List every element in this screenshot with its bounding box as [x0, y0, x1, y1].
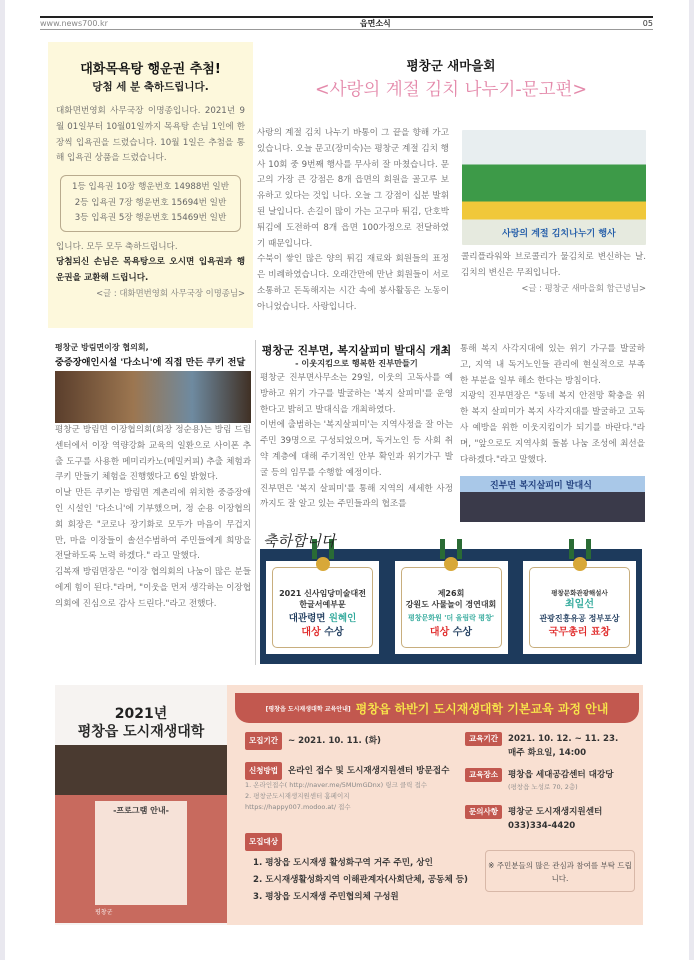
ribbon-icon: [569, 539, 591, 559]
award-card: [395, 561, 508, 654]
article-subtitle: - 이웃지킴으로 행복한 진부만들기: [295, 358, 418, 368]
award-name: 평창문화원 '더 울림락 평창': [408, 614, 494, 622]
ad-kicker: [평창읍 도시재생대학 교육안내]: [265, 705, 351, 713]
site-url: www.news700.kr: [40, 19, 108, 28]
medal-icon: [444, 557, 458, 571]
award-name: 최일선: [565, 599, 594, 610]
article-body: 진부면은 '복지 살피미'를 통해 지역의 세세한 사정까지도 잘 알고 있는 주민들과의 협조를: [260, 483, 453, 510]
label-tag: 모집대상: [245, 833, 282, 851]
label-tag: 교육장소: [465, 768, 502, 782]
ad-title: 평창읍 하반기 도시재생대학 기본교육 과정 안내: [355, 701, 609, 716]
award-card: [523, 561, 636, 654]
article-body: 평창군 방림면 이장협의회(회장 정순용)는 방림 드림센터에서 이장 역량강화 교육의 일환으로 사이폰 추출 도구를 사용한 메미리카노(메밀커피) 추출 체험과 쿠키 만들기 체험을 진행했다고 6일 밝혔다.: [55, 425, 251, 483]
recruit-period: ~ 2021. 10. 11. (화): [287, 736, 381, 746]
poster-logo: 평창군: [95, 909, 113, 916]
photo-banner: 사랑의 계절 김치나누기 행사: [502, 229, 616, 239]
award-line: 2021 신사임당미술대전: [279, 589, 366, 598]
cookie-article: [55, 342, 251, 613]
label-tag: 문의사항: [465, 805, 502, 819]
target-item: 3. 평창읍 도시재생 주민협의체 구성원: [253, 892, 399, 902]
newspaper-page: [5, 0, 689, 960]
ribbon-icon: [440, 539, 462, 559]
article-body: 입니다. 모두 모두 축하드립니다.: [56, 241, 178, 252]
award-prize: 대상: [301, 627, 321, 638]
award-card: [266, 561, 379, 654]
article-body: 김복재 방림면장은 "이장 협의회의 나눔이 많은 분들에게 힘이 된다."라며, "이웃을 먼저 생각하는 이장협의회에 진심으로 감사 드린다."라고 전했다.: [55, 567, 251, 609]
award-prize: 국무총리 표창: [548, 627, 611, 638]
contact-org: 평창군 도시재생지원센터: [507, 807, 603, 817]
winners-box: [60, 175, 241, 232]
article-body: 사랑의 계절 김치 나누기 바통이 그 끝을 향해 가고 있습니다. 오늘 문고(장미숙)는 평창군 계절 김치 행사 10회 중 9번째 행사를 무사히 잘 마쳤습니다. 문고의 가장 큰 강점은 8개 읍면의 회원을 골고루 보유하고 있다는 것입 니다. 오늘 그 강점이 십분 발휘된 날입니다. 손길이 많이 가는 고구마 튀김, 단호박 튀김에 도전하여 8개 읍면 100가정으로 전달하였기 때문입니다.: [257, 128, 449, 249]
article-kicker: 평창군 방림면이장 협의회,: [55, 343, 149, 352]
poster-details: [55, 745, 227, 795]
label-tag: 모집기간: [245, 732, 282, 750]
article-bold: 당첨되신 손님은 목욕탕으로 오시면 입욕권과 행운권을 교환해 드립니다.: [56, 257, 245, 284]
photo-caption: 콜리플라워와 브로콜리가 물김치로 변신하는 날. 김치의 변신은 무죄입니다.: [461, 252, 646, 278]
welfare-article-cont: [460, 342, 645, 522]
article-title: 평창군 진부면, 복지살피미 발대식 개최: [261, 344, 452, 357]
article-subtitle: 당첨 세 분 축하드립니다.: [92, 81, 209, 93]
edu-address: (평창읍 노성로 70, 2층): [507, 783, 578, 791]
article-body: 수북이 쌓인 많은 양의 튀김 재료와 회원들의 표정은 비례하였습니다. 오래간만에 만난 회원들이 서로 소통하고 돈독해지는 시간 속에 봉사활동은 노동이 아니었습니다. 사랑입니다.: [257, 254, 449, 312]
photo-banner: 진부면 복지살피미 발대식: [490, 481, 592, 492]
article-source: <글 : 평창군 새마을회 함근녕님>: [521, 282, 646, 293]
welfare-photo: [460, 476, 645, 522]
article-title: <사랑의 계절 김치 나누기-문고편>: [314, 80, 588, 100]
apply-homepage: 2. 평창군도시재생지원센터 홈페이지: [245, 792, 350, 800]
medal-icon: [573, 557, 587, 571]
target-item: 1. 평창읍 도시재생 활성화구역 거주 주민, 상인: [253, 858, 433, 868]
bath-lottery-article: [48, 42, 253, 328]
article-body: 평창군 진부면사무소는 29일, 이웃의 고독사를 예방하고 위기 가구를 발굴하는 '복지 살피미'를 운영한다고 밝히고 발대식을 개최하였다.: [260, 373, 453, 415]
winner-line: 1등 입욕권 10장 행운번호 14988번 일반: [71, 182, 230, 193]
article-body: 통해 복지 사각지대에 있는 위기 가구를 발굴하고, 지역 내 독거노인들 관리에 현실적으로 부족한 부분을 일부 해소 한다는 방침이다.: [460, 344, 645, 386]
medal-icon: [316, 557, 330, 571]
award-place: 대관령면: [288, 613, 329, 624]
cookie-photo: [55, 371, 251, 423]
award-suffix: 수상: [449, 627, 473, 638]
apply-method: 온라인 접수 및 도시재생지원센터 방문접수: [287, 766, 450, 776]
contact-phone: 033)334-4420: [507, 821, 576, 831]
section-title: 읍면소식: [359, 19, 391, 28]
award-line: 제26회: [437, 589, 465, 598]
edu-period: 2021. 10. 12. ~ 11. 23.: [507, 734, 619, 744]
article-body: 이날 만든 쿠키는 방림면 계촌리에 위치한 중증장애인 시설인 '다소니'에 기부했으며, 정 순용 이장협의회 회장은 "코로나 장기화로 모두가 마음이 무겁지만, 마을 이장들이 솔선수범하여 주민들에게 희망을 전달하도록 노력 하겠다." 라고 말했다.: [55, 488, 251, 562]
award-name: 원혜인: [328, 613, 357, 624]
winner-line: 3등 입욕권 5장 행운번호 15469번 일반: [74, 213, 227, 224]
label-tag: 신청방법: [245, 762, 282, 780]
winner-line: 2등 입욕권 7장 행운번호 15694번 일반: [74, 197, 227, 208]
urban-regen-ad: [55, 685, 643, 925]
award-prize: 대상: [429, 627, 450, 638]
award-line: 강원도 사물놀이 경연대회: [405, 600, 497, 609]
program-box: -프로그램 안내-: [95, 801, 187, 905]
kimchi-photo: [462, 130, 646, 245]
article-title: 대화목욕탕 행운권 추첨!: [80, 62, 221, 77]
edu-time: 매주 화요일, 14:00: [507, 748, 587, 758]
award-suffix: 수상: [320, 627, 344, 638]
ad-title-bar: [235, 693, 639, 723]
label-tag: 교육기간: [465, 732, 502, 746]
award-line: 평창문화관광해설사: [551, 589, 608, 597]
article-org: 평창군 새마을회: [406, 58, 496, 73]
target-item: 2. 도시재생활성화지역 이해관계자(사회단체, 공동체 등): [253, 875, 468, 885]
column-divider: [255, 340, 256, 665]
article-source: <글 : 대화면번영회 사무국장 이명종님>: [96, 288, 245, 299]
award-line: 관광진흥유공 정부포상: [539, 614, 620, 623]
award-line: 한글서예부문: [299, 600, 346, 609]
page-header: [40, 16, 653, 30]
apply-online-link[interactable]: 1. 온라인접수( http://naver.me/5MUmGDnx) 링크 클릭 접수: [245, 781, 428, 789]
poster-year: 2021년: [114, 706, 168, 722]
article-body: 이번에 출범하는 '복지살피미'는 지역사정을 잘 아는 주민 39명으로 구성되었으며, 독거노인 등 사회 취약 계층에 대해 주기적인 안부 확인과 위기가구 발굴 등의 임무를 수행할 예정이다.: [260, 420, 453, 478]
poster: [55, 685, 227, 925]
awards-panel: [260, 549, 642, 664]
congratulations-heading: 축하합니다: [263, 532, 336, 550]
page-number: 05: [642, 19, 653, 28]
kimchi-article: [257, 56, 646, 312]
article-body: 지광익 진부면장은 "동네 복지 안전망 확충을 위한 복지 살피미가 복지 사각지대를 발굴하고 고독사 예방을 위한 이웃지킴이가 되기를 바란다."라며, "앞으로도 지역사회 돌봄 나눔 조성에 최선을 다하겠다."라고 말했다.: [460, 391, 645, 465]
welfare-article: [260, 342, 453, 513]
article-body: 대화면번영회 사무국장 이명종입니다. 2021년 9월 01일부터 10월01일까지 목욕탕 손님 1인에 한 장씩 입욕권을 드렸습니다. 10월 1일은 추첨을 통해 입욕권 상품을 드렸습니다.: [56, 106, 245, 164]
notice-box: ※ 주민분들의 많은 관심과 참여를 부탁 드립니다.: [485, 850, 635, 892]
poster-title: 평창읍 도시재생대학: [77, 724, 205, 740]
edu-place: 평창읍 세대공감센터 대강당: [507, 770, 614, 780]
homepage-link[interactable]: https://happy007.modoo.at/ 접수: [245, 803, 351, 811]
article-title: 중증장애인시설 '다소니'에 직접 만든 쿠키 전달: [55, 357, 246, 368]
